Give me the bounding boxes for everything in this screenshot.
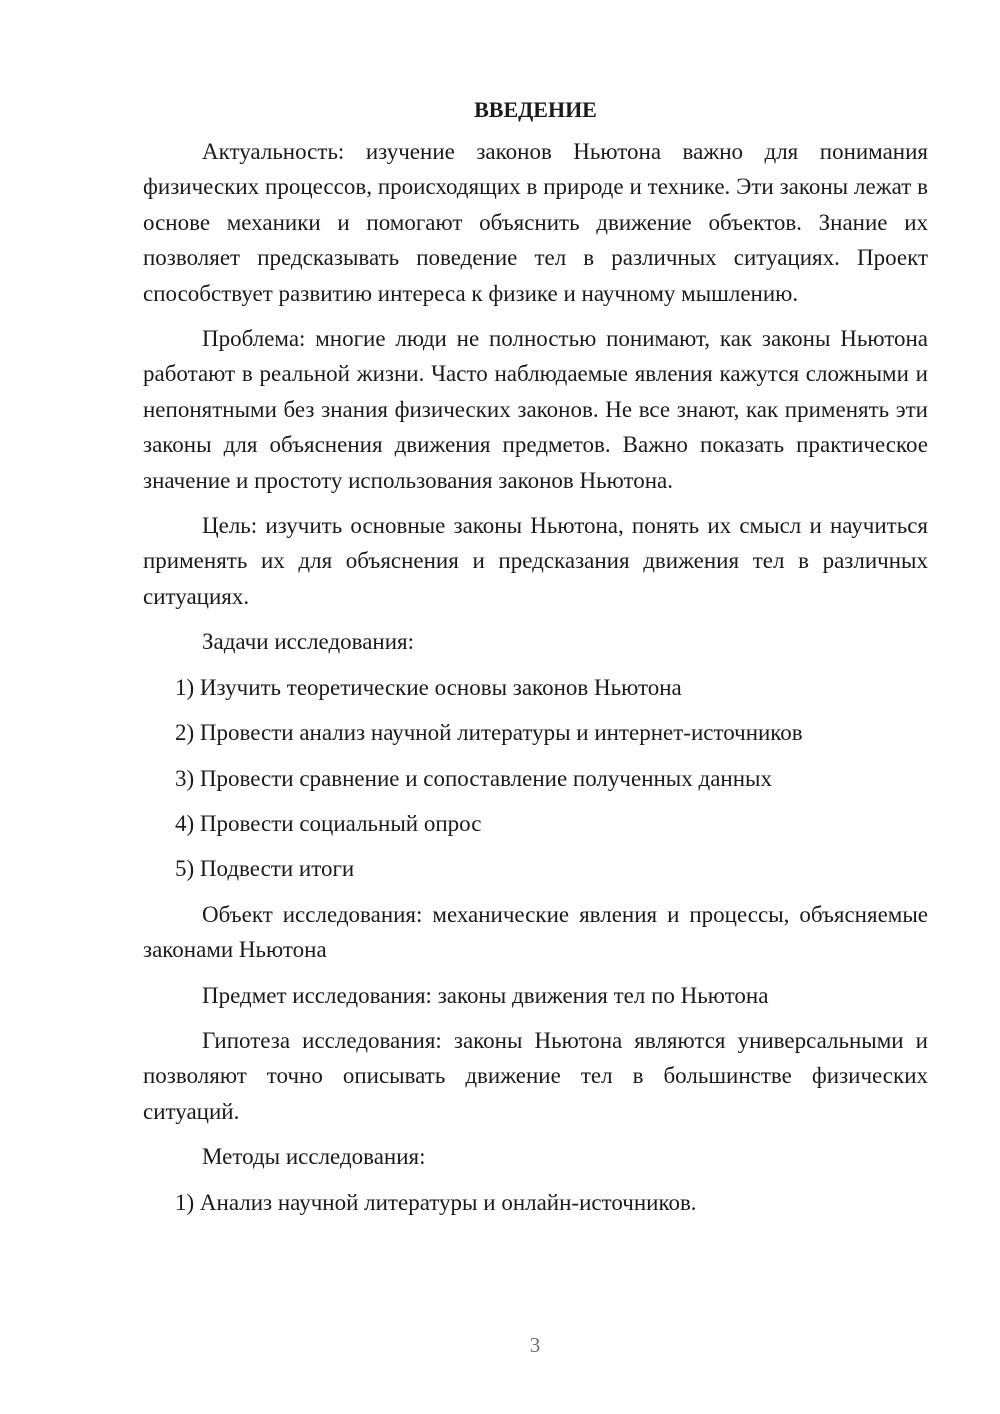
page-number: 3 — [529, 1333, 541, 1357]
method-item: 1) Анализ научной литературы и онлайн-источников. — [175, 1189, 697, 1215]
task-item: 1) Изучить теоретические основы законов Ньютона — [175, 674, 682, 700]
task-item: 3) Провести сравнение и сопоставление полученных данных — [175, 765, 772, 791]
paragraph-problem: Проблема: многие люди не полностью понимают, как законы Ньютона работают в реальной жизни. Часто наблюдаемые явления кажутся сложными и непонятными без знания физических законов. Не все знают, как применять эти законы для объяснения движения предметов. Важно показать практическое значение и простоту использования законов Ньютона. — [143, 326, 928, 493]
paragraph-relevance: Актуальность: изучение законов Ньютона важно для понимания физических процессов, происходящих в природе и технике. Эти законы лежат в основе механики и помогают объяснить движение объектов. Знание их позволяет предсказывать поведение тел в различных ситуациях. Проект способствует развитию интереса к физике и научному мышлению. — [143, 139, 928, 306]
paragraph-subject: Предмет исследования: законы движения тел по Ньютона — [202, 982, 769, 1008]
paragraph-hypothesis: Гипотеза исследования: законы Ньютона являются универсальными и позволяют точно описывать движение тел в большинстве физических ситуаций. — [143, 1027, 928, 1124]
paragraph-object: Объект исследования: механические явления и процессы, объясняемые законами Ньютона — [143, 901, 928, 963]
task-item: 4) Провести социальный опрос — [175, 810, 482, 836]
task-item: 5) Подвести итоги — [175, 856, 355, 882]
paragraph-goal: Цель: изучить основные законы Ньютона, понять их смысл и научиться применять их для объяснения и предсказания движения тел в различных ситуациях. — [143, 513, 928, 609]
document-page — [143, 92, 928, 1220]
tasks-heading: Задачи исследования: — [202, 629, 415, 655]
methods-heading: Методы исследования: — [202, 1144, 426, 1170]
page-title: ВВЕДЕНИЕ — [474, 97, 597, 122]
task-item: 2) Провести анализ научной литературы и интернет-источников — [175, 720, 803, 746]
